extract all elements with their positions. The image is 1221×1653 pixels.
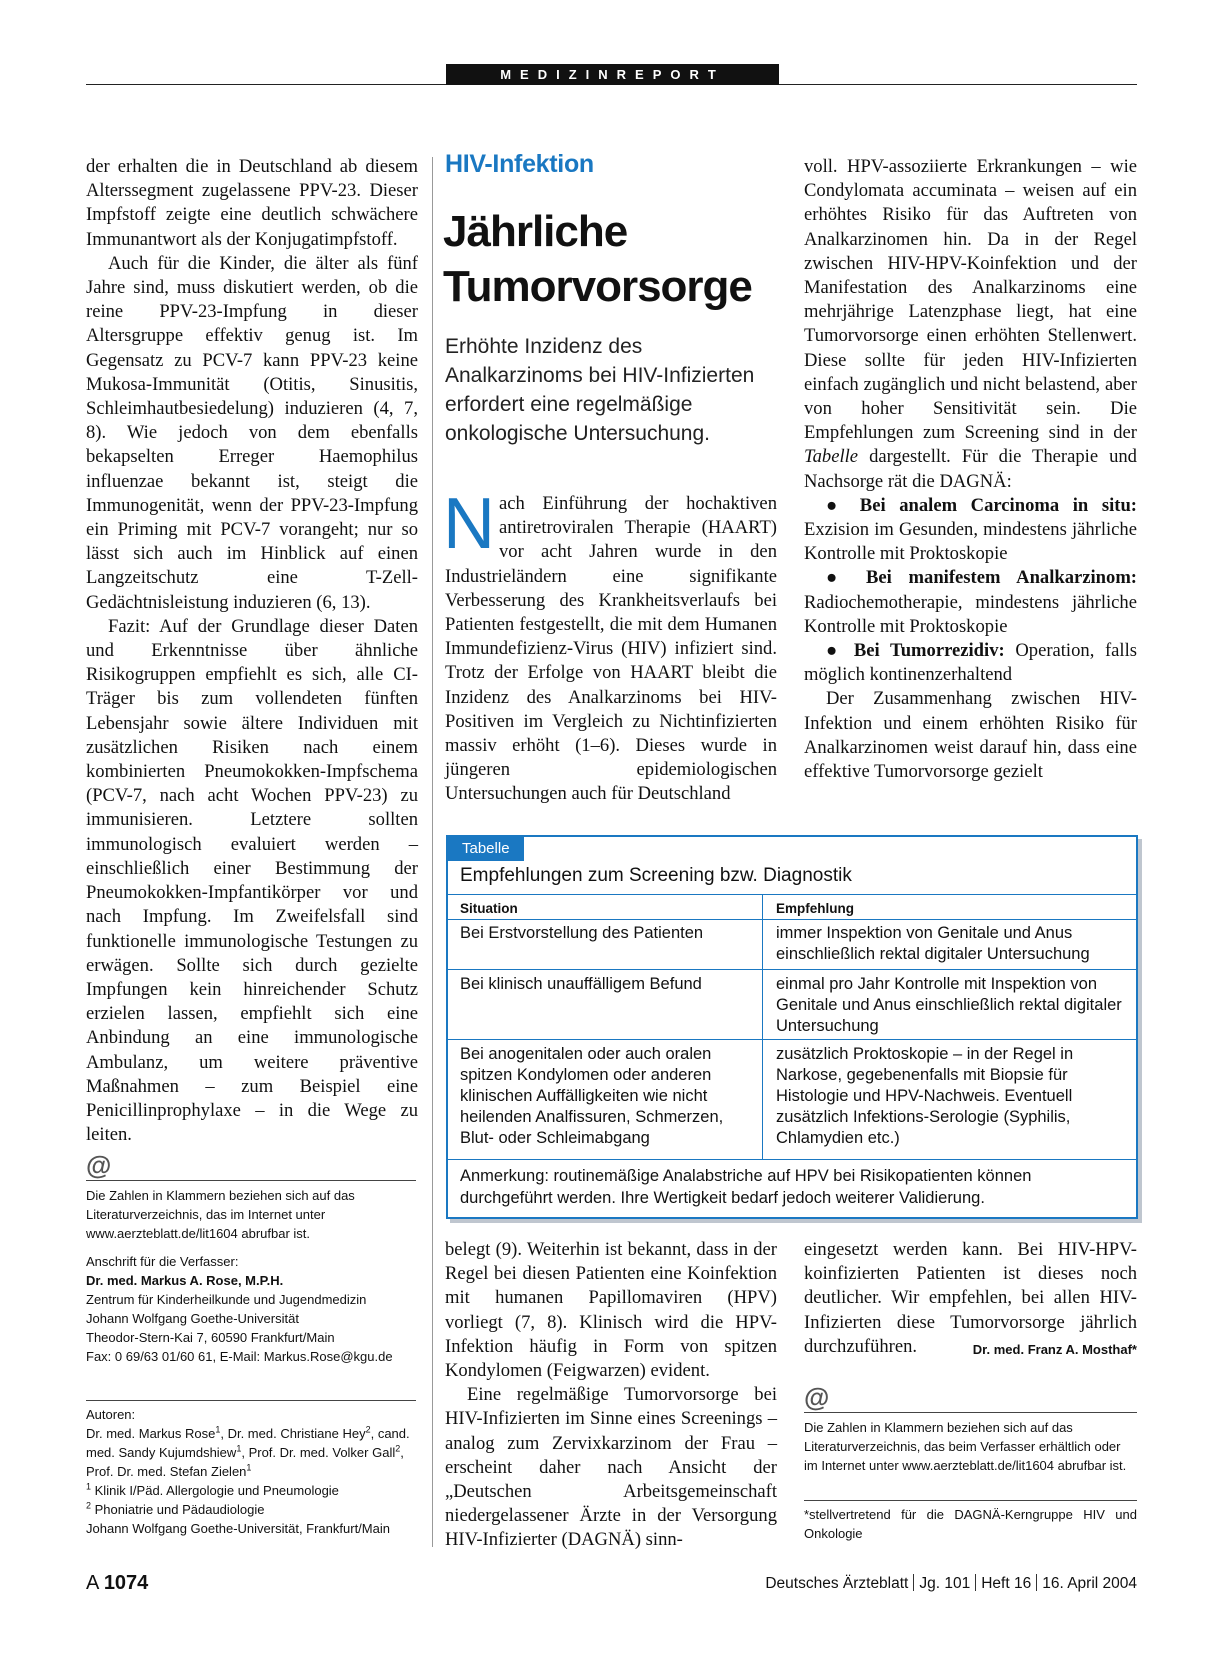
footer-separator: [975, 1574, 976, 1591]
table-rule: [448, 1039, 1136, 1040]
journal-footer: [765, 1574, 1137, 1593]
col3-intro-text: voll. HPV-assoziierte Erkrankungen – wie Condylomata accuminata – weisen auf ein erhöhtes Risiko für das Auftreten von Analkarzinomen hin. Da in der Regel zwischen HIV-HPV-Koinfektion und der Manifestation des Analkarzinoms eine mehrjährige Latenzphase liegt, hat eine Tumorvorsorge einen erhöhten Stellenwert. Diese sollte für jeden HIV-Infizierten einfach zugänglich und nicht belastend, aber von hoher Sensitivität sein. Die Empfehlungen zum Screening sind in der: [804, 156, 1137, 444]
col3-bottom-text: eingesetzt werden kann. Bei HIV-HPV-koinfizierten Patienten ist dieses noch deutlicher. Wir empfehlen, bei allen HIV-Infizierten diese Tumorvorsorge jährlich durchzuführen.: [804, 1239, 1137, 1357]
bullet-item: [804, 639, 1137, 687]
author-name: Dr. med. Markus Rose: [86, 1426, 216, 1441]
bullet-heading: Bei manifestem Analkarzinom:: [866, 567, 1137, 589]
literature-note-text: Die Zahlen in Klammern beziehen sich auf das Literaturverzeichnis, das beim Verfasser erhältlich oder im Internet unter www.aerzteblatt.de/lit1604 abrufbar ist.: [804, 1420, 1127, 1473]
bullet-dot-icon: ●: [826, 640, 844, 662]
table-header-situation: Situation: [460, 901, 518, 916]
drop-cap: N: [443, 484, 495, 564]
author-name: Sandy Kujumdshiew: [118, 1445, 237, 1460]
footer-separator: [1036, 1574, 1037, 1591]
authors-block: [86, 1400, 416, 1538]
address-name: Dr. med. Markus A. Rose, M.P.H.: [86, 1273, 284, 1288]
address-line: Zentrum für Kinderheilkunde und Jugendmedizin: [86, 1292, 367, 1307]
bullet-heading: Bei analem Carcinoma in situ:: [859, 494, 1137, 516]
journal-date: 16. April 2004: [1042, 1575, 1137, 1592]
footer-separator: [913, 1574, 914, 1591]
col1-paragraph: Fazit: Auf der Grundlage dieser Daten und Erkenntnisse über ähnliche Risikogruppen empfiehlt es sich, alle CI-Träger bis zum vollendeten fünften Lebensjahr sowie ältere Individuen mit zusätzlichen Risiken nach einem kombinierten Pneumokokken-Impfschema (PCV-7, nach acht Wochen PPV-23) zu immunisieren. Letztere sollten immunologisch evaluiert werden – einschließlich einer Bestimmung der Pneumokokken-Impfantikörper vor und nach Impfung. Im Zweifelsfall sind funktionelle immunologische Testungen zu erwägen. Sollte sich durch gezielte Impfungen kein hinreichender Schutz erzielen lassen, empfiehlt sich eine Anbindung an eine immunologische Ambulanz, um weitere präventive Maßnahmen – zum Beispiel eine Penicillinprophylaxe – in die Wege zu leiten.: [86, 615, 418, 1146]
at-sign-icon: @: [804, 1382, 830, 1412]
journal-name: Deutsches Ärzteblatt: [765, 1575, 909, 1592]
author-sup: 2: [395, 1443, 401, 1454]
table-cell-empfehlung: einmal pro Jahr Kontrolle mit Inspektion von Genitale und Anus einschließlich rektal digitaler Untersuchung: [776, 975, 1122, 1035]
table-header-empfehlung: Empfehlung: [776, 901, 854, 916]
author-name: Prof. Dr. med. Stefan Zielen: [86, 1464, 247, 1479]
col3-bottom-paragraph: [804, 1238, 1137, 1359]
author-sup: 2: [365, 1424, 371, 1435]
table-rule: [448, 1159, 1136, 1160]
table-rule: [448, 919, 1136, 920]
note-rule: [804, 1412, 1137, 1413]
affiliation: [86, 1481, 416, 1500]
table-cell-empfehlung: immer Inspektion von Genitale und Anus einschließlich rektal digitaler Untersuchung: [776, 924, 1090, 963]
authors-list: [86, 1424, 416, 1481]
author-separator: , cand. med.: [86, 1426, 410, 1460]
table-rule: [448, 969, 1136, 970]
author-address: [86, 1252, 416, 1366]
article-author: Dr. med. Franz A. Mosthaf*: [972, 1341, 1137, 1357]
col2-bottom-paragraph: Eine regelmäßige Tumorvorsorge bei HIV-Infizierten im Sinne eines Screenings – analog zum Zervixkarzinom der Frau – erscheint daher nach Ansicht der „Deutschen Arbeitsgemeinschaft niedergelassener Ärzte in der Versorgung HIV-Infizierter (DAGNÄ) sinn-: [445, 1384, 777, 1551]
bullet-item: [804, 494, 1137, 567]
affiliation: [86, 1500, 416, 1519]
table-tab-label: Tabelle: [448, 837, 524, 861]
affiliation-text: Klinik I/Päd. Allergologie und Pneumologie: [94, 1483, 339, 1498]
recommendation-table: [446, 835, 1138, 1219]
literature-note-left: [86, 1152, 416, 1243]
affiliation-sup: 1: [86, 1481, 92, 1492]
authors-label: Autoren:: [86, 1407, 136, 1422]
article-headline: Jährliche Tumorvorsorge: [443, 207, 752, 311]
affiliation-text: Phoniatrie und Pädaudiologie: [94, 1502, 265, 1517]
journal-issue: Heft 16: [981, 1575, 1032, 1592]
column-2-bottom-text: [445, 1238, 777, 1553]
column-1-text: [86, 155, 418, 1147]
bullet-item: [804, 566, 1137, 639]
author-separator: ,: [241, 1445, 249, 1460]
address-line: Fax: 0 69/63 01/60 61, E-Mail: Markus.Rose@kgu.de: [86, 1349, 393, 1364]
journal-volume: Jg. 101: [919, 1575, 971, 1592]
table-cell-situation: Bei anogenitalen oder auch oralen spitzen Kondylomen oder anderen klinischen Auffälligkeiten wie nicht heilenden Analfissuren, Schmerzen, Blut- oder Schleimabgang: [460, 1045, 724, 1147]
bullet-heading: Bei Tumorrezidiv:: [853, 640, 1005, 662]
col3-top-end-paragraph: Der Zusammenhang zwischen HIV-Infektion und einem erhöhten Risiko für Analkarzinomen weist darauf hin, dass eine effektive Tumorvorsorge gezielt: [804, 688, 1137, 783]
article-dek: Erhöhte Inzidenz des Analkarzinoms bei HIV-Infizierten erfordert eine regelmäßige onkologische Untersuchung.: [445, 335, 755, 445]
table-reference: Tabelle: [804, 446, 859, 468]
page-number: [86, 1572, 148, 1595]
university: Johann Wolfgang Goethe-Universität, Frankfurt/Main: [86, 1521, 390, 1536]
at-sign-icon: @: [86, 1150, 112, 1180]
bullet-dot-icon: ●: [826, 494, 847, 516]
column-2-top-text: [443, 484, 777, 807]
page-number-value: 1074: [103, 1572, 149, 1594]
col2-bottom-paragraph: belegt (9). Weiterhin ist bekannt, dass in der Regel bei diesen Patienten eine Koinfektion mit humanen Papillomaviren (HPV) vorliegt (7, 8). Klinisch wird die HPV-Infektion häufig in Form von spitzen Kondylomen (Feigwarzen) evident.: [445, 1239, 777, 1382]
table-note: Anmerkung: routinemäßige Analabstriche auf HPV bei Risikopatienten können durchgeführt werden. Ihre Wertigkeit bedarf jedoch weiterer Validierung.: [460, 1167, 1032, 1207]
col1-paragraph: Auch für die Kinder, die älter als fünf Jahre sind, muss diskutiert werden, ob die reine PPV-23-Impfung in dieser Altersgruppe effektiv genug ist. Im Gegensatz zu PCV-7 kann PPV-23 keine Mukosa-Immunität (Otitis, Sinusitis, Schleimhautbesiedelung) induzieren (4, 7, 8). Wie jedoch von dem ebenfalls bekapselten Erreger Haemophilus influenzae bekannt ist, steigt die Immunogenität, wenn der PPV-23-Impfung ein Priming mit PCV-7 vorangeht; nur so lässt sich auch im Hinblick auf einen Langzeitschutz eine T-Zell-Gedächtnisleistung induzieren (6, 13).: [86, 252, 418, 613]
address-label: Anschrift für die Verfasser:: [86, 1254, 239, 1269]
author-name: Prof. Dr. med. Volker Gall: [248, 1445, 396, 1460]
star-footnote: *stellvertretend für die DAGNÄ-Kerngruppe HIV und Onkologie: [804, 1500, 1137, 1543]
table-cell-situation: Bei Erstvorstellung des Patienten: [460, 924, 704, 942]
table-cell-situation: Bei klinisch unauffälligem Befund: [460, 975, 702, 993]
author-sup: 1: [236, 1443, 242, 1454]
bullet-dot-icon: ●: [826, 567, 850, 589]
table-title-rule: [448, 894, 1136, 895]
column-3-bottom-text: [804, 1238, 1137, 1362]
column-divider: [432, 157, 433, 1547]
bullet-text: Radiochemotherapie, mindestens jährliche Kontrolle mit Proktoskopie: [804, 591, 1137, 637]
col3-intro-end: dargestellt. Für die Therapie und Nachsorge rät die DAGNÄ:: [804, 446, 1137, 492]
author-name: Dr. med. Christiane Hey: [227, 1426, 366, 1441]
author-separator: ,: [400, 1445, 404, 1460]
table-title: Empfehlungen zum Screening bzw. Diagnostik: [460, 865, 852, 886]
address-line: Johann Wolfgang Goethe-Universität: [86, 1311, 299, 1326]
address-line: Theodor-Stern-Kai 7, 60590 Frankfurt/Main: [86, 1330, 335, 1345]
author-separator: ,: [220, 1426, 228, 1441]
bullet-text: Operation, falls möglich kontinenzerhaltend: [804, 640, 1137, 686]
note-rule: [86, 1180, 416, 1181]
author-sup: 1: [215, 1424, 221, 1435]
table-cell-empfehlung: zusätzlich Proktoskopie – in der Regel in Narkose, gegebenenfalls mit Biopsie für Histologie und HPV-Nachweis. Eventuell zusätzlich Infektions-Serologie (Syphilis, Chlamydien etc.): [776, 1045, 1074, 1147]
page-prefix: A: [86, 1572, 99, 1594]
affiliation-sup: 2: [86, 1500, 92, 1511]
literature-note-text: Die Zahlen in Klammern beziehen sich auf das Literaturverzeichnis, das im Internet unter www.aerzteblatt.de/lit1604 abrufbar ist.: [86, 1188, 355, 1241]
col3-intro-paragraph: [804, 155, 1137, 494]
table-column-divider: [762, 894, 763, 1159]
col1-paragraph: der erhalten die in Deutschland ab diesem Alterssegment zugelassene PPV-23. Dieser Impfstoff zeigte eine deutlich schwächere Immunantwort als der Konjugatimpfstoff.: [86, 156, 418, 250]
bullet-text: Exzision im Gesunden, mindestens jährliche Kontrolle mit Proktoskopie: [804, 519, 1137, 565]
literature-note-right: [804, 1384, 1137, 1475]
column-3-top-text: [804, 155, 1137, 784]
author-sup: 1: [246, 1462, 252, 1473]
article-kicker: HIV-Infektion: [445, 150, 594, 178]
section-tag: MEDIZINREPORT: [446, 64, 779, 85]
col2-top-paragraph: ach Einführung der hochaktiven antiretroviralen Therapie (HAART) vor acht Jahren wurde in den Industrieländern eine signifikante Verbesserung des Krankheitsverlaufs bei Patienten festgestellt, die mit dem Humanen Immundefizienz-Virus (HIV) infiziert sind. Trotz der Erfolge von HAART bleibt die Inzidenz des Analkarzinoms bei HIV-Positiven im Vergleich zu Nichtinfizierten massiv erhöht (1–6). Dieses wurde in jüngeren epidemiologischen Untersuchungen auch für Deutschland: [445, 493, 777, 805]
